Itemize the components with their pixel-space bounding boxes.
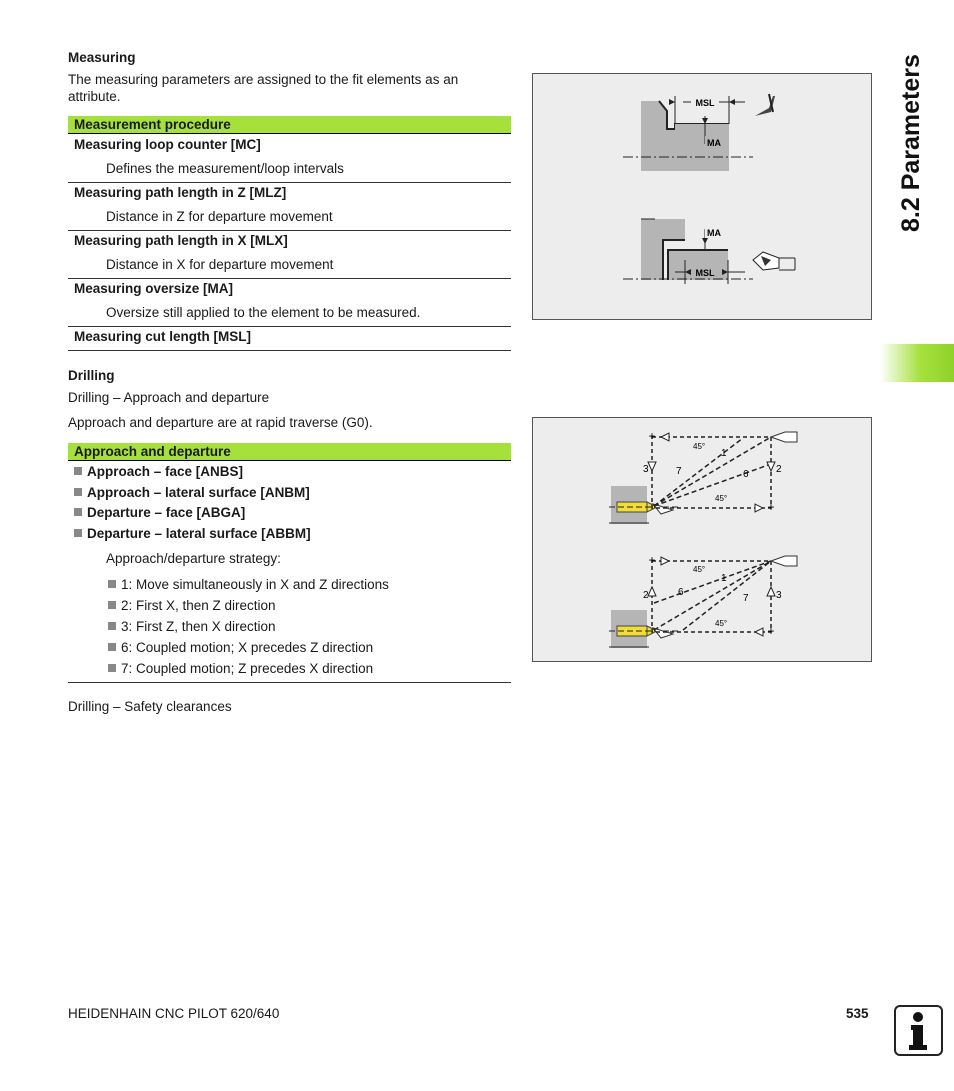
param-abga-label: Departure – face [ABGA]	[87, 505, 246, 520]
measurement-procedure-header: Measurement procedure	[68, 116, 511, 134]
strategy-number-1-bottom: 1	[721, 573, 727, 584]
angle-label-bottom-2: 45°	[715, 619, 728, 628]
chapter-side-title: 8.2 Parameters	[897, 54, 925, 232]
info-icon	[894, 1005, 943, 1056]
bullet-icon	[74, 508, 82, 516]
strategy-number-7-top: 7	[676, 466, 682, 477]
bullet-icon	[108, 580, 116, 588]
param-desc-ma: Oversize still applied to the element to be measured.	[106, 305, 421, 320]
param-desc-mc: Defines the measurement/loop intervals	[106, 161, 344, 176]
divider	[68, 278, 511, 279]
strategy-number-1-top: 1	[721, 448, 727, 459]
strategy-6	[108, 639, 373, 656]
param-abga	[74, 505, 245, 520]
svg-text:+: +	[648, 553, 656, 567]
divider	[68, 350, 511, 351]
strategy-label: Approach/departure strategy:	[106, 551, 281, 566]
footer-product: HEIDENHAIN CNC PILOT 620/640	[68, 1006, 280, 1021]
param-anbm	[74, 485, 310, 500]
drilling-diagram	[533, 418, 871, 661]
param-title-mlx: Measuring path length in X [MLX]	[74, 233, 288, 248]
divider	[68, 182, 511, 183]
measuring-intro-line1: The measuring parameters are assigned to the fit elements as an	[68, 72, 459, 87]
strategy-number-2-bottom: 2	[643, 590, 649, 601]
label-ma-bottom: MA	[707, 228, 721, 238]
measuring-diagram	[533, 74, 871, 319]
param-title-mlz: Measuring path length in Z [MLZ]	[74, 185, 287, 200]
info-glyph	[896, 1007, 941, 1054]
param-anbm-label: Approach – lateral surface [ANBM]	[87, 485, 310, 500]
measuring-figure	[532, 73, 872, 320]
drilling-footer-text: Drilling – Safety clearances	[68, 699, 232, 714]
param-title-ma: Measuring oversize [MA]	[74, 281, 234, 296]
strategy-number-6-top: 6	[743, 469, 749, 480]
strategy-3	[108, 618, 276, 635]
label-msl-bottom: MSL	[695, 268, 715, 278]
strategy-6-label: 6: Coupled motion; X precedes Z direction	[121, 640, 374, 655]
svg-text:+: +	[767, 500, 775, 514]
drilling-heading: Drilling	[68, 368, 115, 383]
label-ma-top: MA	[707, 138, 721, 148]
param-abbm-label: Departure – lateral surface [ABBM]	[87, 526, 311, 541]
bullet-icon	[108, 622, 116, 630]
chapter-tab	[880, 344, 954, 382]
svg-text:+: +	[767, 624, 775, 638]
divider	[68, 230, 511, 231]
bullet-icon	[74, 488, 82, 496]
label-msl-top: MSL	[695, 98, 715, 108]
bullet-icon	[74, 529, 82, 537]
param-anbs-label: Approach – face [ANBS]	[87, 464, 244, 479]
drilling-text: Approach and departure are at rapid traverse (G0).	[68, 415, 373, 430]
param-abbm	[74, 526, 311, 541]
bullet-icon	[74, 467, 82, 475]
svg-text:+: +	[648, 429, 656, 443]
strategy-number-3-bottom: 3	[776, 590, 782, 601]
strategy-number-3-top: 3	[643, 464, 649, 475]
angle-label-bottom-1: 45°	[693, 565, 706, 574]
approach-departure-header: Approach and departure	[68, 443, 511, 461]
strategy-7	[108, 660, 373, 677]
drilling-figure	[532, 417, 872, 662]
measuring-heading: Measuring	[68, 50, 136, 65]
strategy-2-label: 2: First X, then Z direction	[121, 598, 276, 613]
strategy-1	[108, 576, 389, 593]
strategy-7-label: 7: Coupled motion; Z precedes X direction	[121, 661, 374, 676]
drilling-subtitle: Drilling – Approach and departure	[68, 390, 270, 405]
page-number: 535	[846, 1006, 869, 1021]
workpiece-top	[641, 101, 675, 171]
bullet-icon	[108, 664, 116, 672]
strategy-1-label: 1: Move simultaneously in X and Z directions	[121, 577, 389, 592]
param-title-msl: Measuring cut length [MSL]	[74, 329, 251, 344]
param-desc-mlz: Distance in Z for departure movement	[106, 209, 333, 224]
strategy-number-7-bottom: 7	[743, 593, 749, 604]
strategy-3-label: 3: First Z, then X direction	[121, 619, 276, 634]
param-anbs	[74, 464, 243, 479]
strategy-number-6-bottom: 6	[678, 587, 684, 598]
bullet-icon	[108, 601, 116, 609]
strategy-number-2-top: 2	[776, 464, 782, 475]
param-title-mc: Measuring loop counter [MC]	[74, 137, 261, 152]
angle-label-top-1: 45°	[693, 442, 706, 451]
angle-label-top-2: 45°	[715, 494, 728, 503]
param-desc-mlx: Distance in X for departure movement	[106, 257, 334, 272]
bullet-icon	[108, 643, 116, 651]
strategy-2	[108, 597, 276, 614]
divider	[68, 682, 511, 683]
divider	[68, 326, 511, 327]
measuring-intro-line2: attribute.	[68, 89, 121, 104]
